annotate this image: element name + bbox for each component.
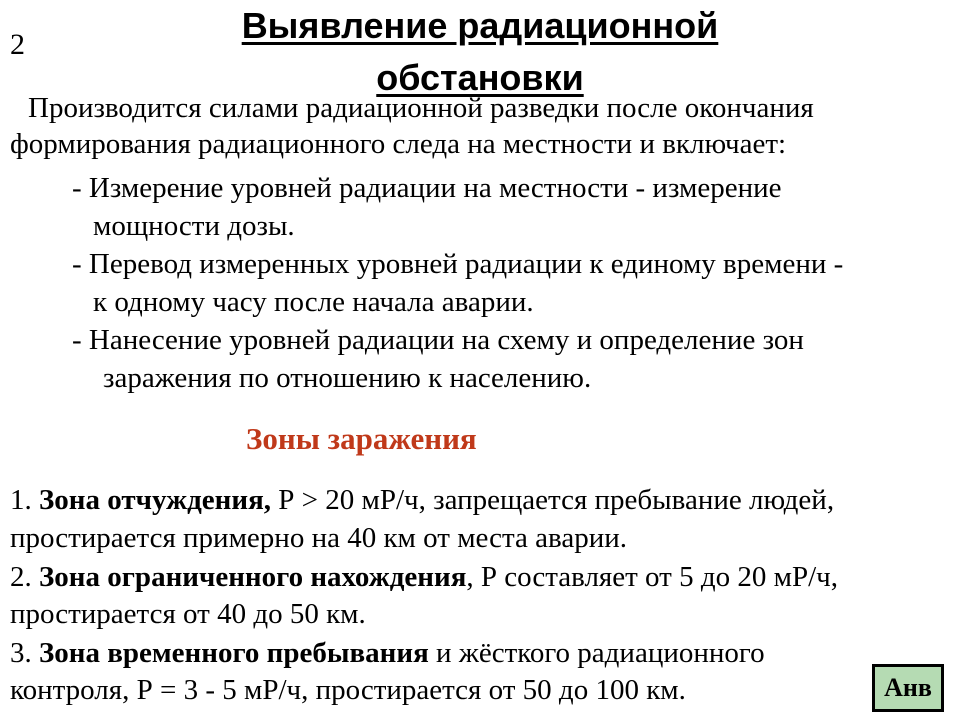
intro-line-1: Производится силами радиационной разведки после окончания [28,92,814,124]
zone-2-line-1 [10,561,838,593]
zone-1-number: 1. [10,484,39,516]
bullet-1-line-2: мощности дозы. [93,210,295,242]
zone-3-description: и жёсткого радиационного [428,637,765,669]
zone-3-line-1 [10,637,765,669]
bullet-3-line-1: - Нанесение уровней радиации на схему и определение зон [72,324,804,356]
slide-title-line-2: обстановки [376,57,584,98]
zone-1-name: Зона отчуждения, [39,484,272,516]
zone-2-name: Зона ограниченного нахождения [39,561,467,593]
zone-1-line-1 [10,484,834,516]
bullet-2-line-1: - Перевод измеренных уровней радиации к единому времени - [72,248,844,280]
anv-nav-button[interactable]: Анв [872,664,944,712]
zone-3-name: Зона временного пребывания [39,637,429,669]
intro-line-2: формирования радиационного следа на местности и включает: [10,128,787,160]
zone-3-line-2: контроля, Р = 3 - 5 мР/ч, простирается от 50 до 100 км. [10,674,686,706]
bullet-3-line-2: заражения по отношению к населению. [103,362,592,394]
zone-3-number: 3. [10,637,39,669]
zone-1-description: Р > 20 мР/ч, запрещается пребывание людей, [271,484,835,516]
zone-2-line-2: простирается от 40 до 50 км. [10,598,366,630]
zone-2-description: , Р составляет от 5 до 20 мР/ч, [466,561,838,593]
slide-title-line-1: Выявление радиационной [241,5,719,46]
zone-2-number: 2. [10,561,39,593]
bullet-2-line-2: к одному часу после начала аварии. [93,286,534,318]
slide-number: 2 [10,28,25,61]
slide-title [180,0,780,104]
bullet-1-line-1: - Измерение уровней радиации на местности - измерение [72,172,782,204]
zones-heading: Зоны заражения [246,421,477,456]
zone-1-line-2: простирается примерно на 40 км от места аварии. [10,522,628,554]
